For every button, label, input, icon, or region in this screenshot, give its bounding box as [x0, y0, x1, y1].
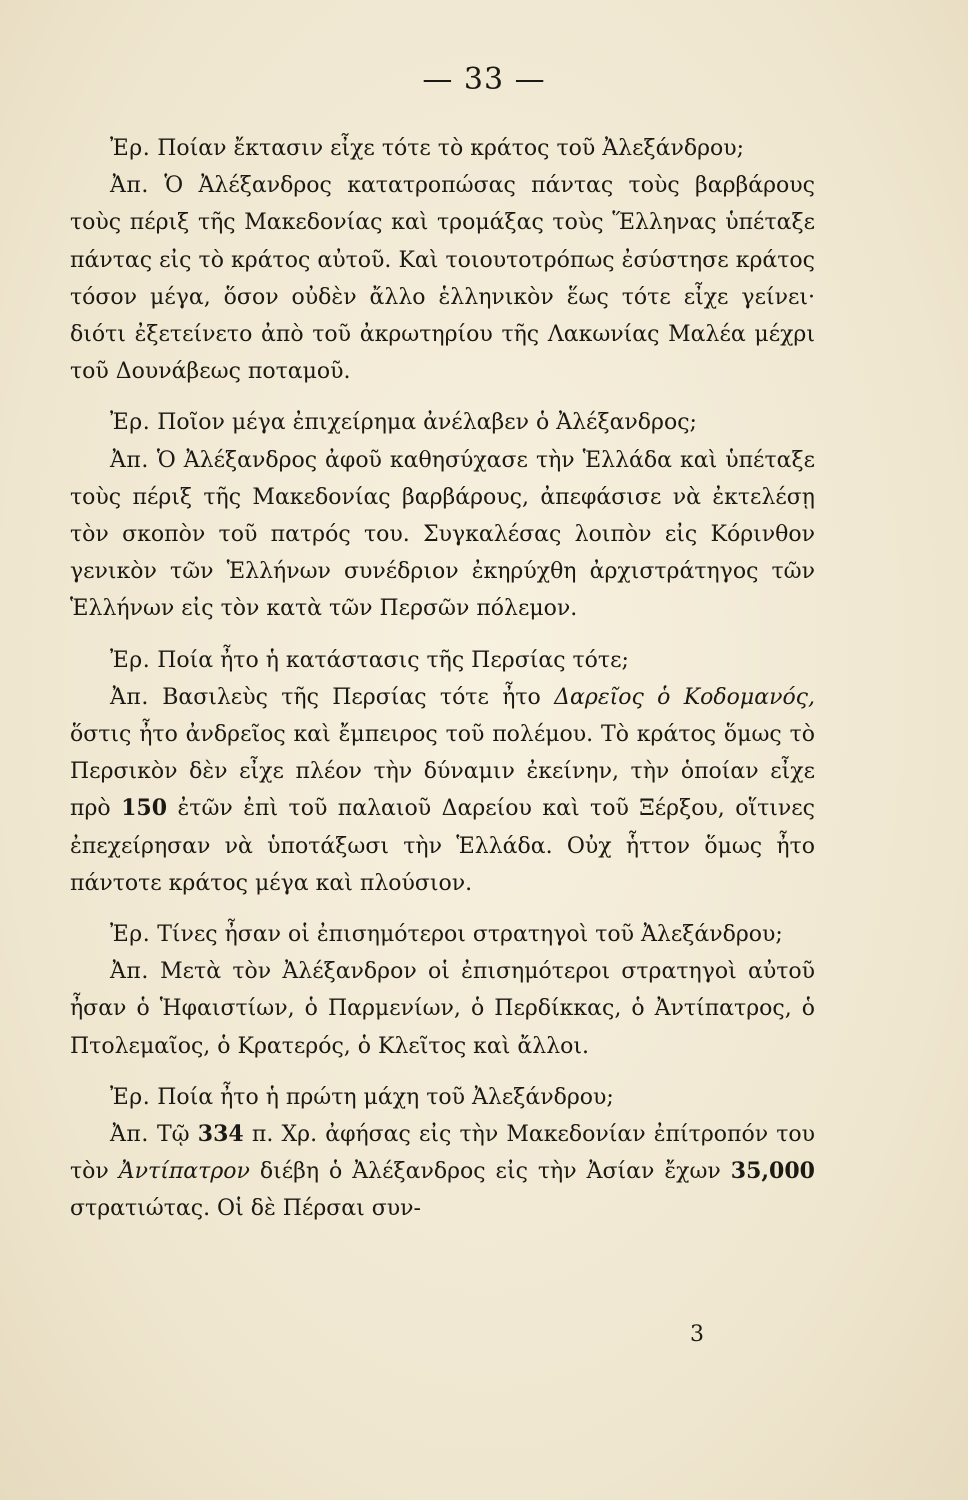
question-label: Ἐρ. — [110, 136, 151, 161]
answer-text: Ὁ Ἀλέξανδρος ἀφοῦ καθησύχασε τὴν Ἑλλάδα καὶ ὑπέταξε τοὺς πέριξ τῆς Μακεδονίας βαρβάρους, ἀπεφάσισε νὰ ἐκτελέσῃ τὸν σκοπὸν τοῦ πατρός του. Συγκαλέσας λοιπὸν εἰς Κόρινθον γενικὸν τῶν Ἑλλήνων συνέδριον ἐκηρύχθη ἀρχιστράτηγος τῶν Ἑλλήνων εἰς τὸν κατὰ τῶν Περσῶν πόλεμον. — [70, 447, 815, 622]
answer-paragraph — [70, 679, 815, 902]
answer-paragraph — [70, 1116, 815, 1228]
question-label: Ἐρ. — [110, 410, 151, 436]
number-troops: 35,000 — [730, 1158, 815, 1185]
question-label: Ἐρ. — [110, 1084, 151, 1110]
signature-mark: 3 — [690, 1322, 704, 1347]
question-text: Ποῖον μέγα ἐπιχείρημα ἀνέλαβεν ὁ Ἀλέξανδρος; — [157, 410, 697, 436]
answer-label: Ἀπ. — [110, 1122, 149, 1148]
question-text: Τίνες ἦσαν οἱ ἐπισημότεροι στρατηγοὶ τοῦ Ἀλεξάνδρου; — [157, 922, 783, 948]
number-years: 150 — [121, 795, 168, 822]
page-body — [70, 130, 815, 1228]
question-label: Ἐρ. — [110, 647, 151, 673]
answer-text: π. Χρ. ἀφήσας εἰς τὴν Μακεδονίαν ἐπίτροπόν του τὸν — [70, 1122, 816, 1185]
italic-name: Ἀντίπατρον — [118, 1159, 250, 1185]
answer-label: Ἀπ. — [110, 684, 149, 710]
answer-paragraph — [70, 442, 815, 628]
question-paragraph — [70, 916, 815, 953]
number-year: 334 — [197, 1121, 244, 1148]
answer-paragraph — [70, 953, 815, 1065]
answer-text: Ὁ Ἀλέξανδρος κατατροπώσας πάντας τοὺς βαρβάρους τοὺς πέριξ τῆς Μακεδονίας καὶ τρομάξας τοὺς Ἕλληνας ὑπέταξε πάντας εἰς τὸ κράτος αὐτοῦ. Καὶ τοιουτοτρόπως ἐσύστησε κράτος τόσον μέγα, ὅσον οὐδὲν ἄλλο ἑλληνικὸν ἕως τότε εἶχε γείνει· διότι ἐξετείνετο ἀπὸ τοῦ ἀκρωτηρίου τῆς Λακωνίας Μαλέα μέχρι τοῦ Δουνάβεως ποταμοῦ. — [70, 173, 815, 385]
answer-label: Ἀπ. — [110, 173, 149, 199]
question-text: Ποίαν ἔκτασιν εἶχε τότε τὸ κράτος τοῦ Ἀλεξάνδρου; — [157, 136, 745, 161]
answer-label: Ἀπ. — [110, 959, 149, 985]
italic-name: Δαρεῖος ὁ Κοδομανός, — [554, 684, 815, 710]
question-paragraph — [70, 642, 815, 679]
answer-text: Τῷ — [157, 1122, 190, 1148]
answer-text: στρατιώτας. Οἱ δὲ Πέρσαι συν- — [70, 1196, 421, 1222]
answer-text: διέβη ὁ Ἀλέξανδρος εἰς τὴν Ἀσίαν ἔχων — [259, 1159, 721, 1185]
answer-text: ἐτῶν ἐπὶ τοῦ παλαιοῦ Δαρείου καὶ τοῦ Ξέρξου, οἵτινες ἐπεχείρησαν νὰ ὑποτάξωσι τὴν Ἑλλάδα. Οὐχ ἧττον ὅμως ἦτο πάντοτε κράτος μέγα καὶ πλούσιον. — [70, 796, 816, 896]
answer-text: Μετὰ τὸν Ἀλέξανδρον οἱ ἐπισημότεροι στρατηγοὶ αὐτοῦ ἦσαν ὁ Ἡφαιστίων, ὁ Παρμενίων, ὁ Περδίκκας, ὁ Ἀντίπατρος, ὁ Πτολεμαῖος, ὁ Κρατερός, ὁ Κλεῖτος καὶ ἄλλοι. — [70, 959, 815, 1059]
question-text: Ποία ἦτο ἡ πρώτη μάχη τοῦ Ἀλεξάνδρου; — [157, 1084, 614, 1110]
question-paragraph — [70, 1079, 815, 1116]
answer-text: Βασιλεὺς τῆς Περσίας τότε ἦτο — [162, 684, 541, 710]
question-paragraph — [70, 130, 815, 167]
answer-label: Ἀπ. — [110, 447, 149, 473]
question-text: Ποία ἦτο ἡ κατάστασις τῆς Περσίας τότε; — [157, 647, 629, 673]
answer-paragraph — [70, 167, 815, 390]
page-number: — 33 — — [422, 62, 546, 97]
question-paragraph — [70, 404, 815, 441]
question-label: Ἐρ. — [110, 922, 151, 948]
answer-text: ὅστις ἦτο ἀνδρεῖος καὶ ἔμπειρος τοῦ πολέμου. Τὸ κράτος ὅμως τὸ Περσικὸν δὲν εἶχε πλέον τὴν δύναμιν ἐκείνην, τὴν ὁποίαν εἶχε πρὸ — [70, 722, 815, 822]
